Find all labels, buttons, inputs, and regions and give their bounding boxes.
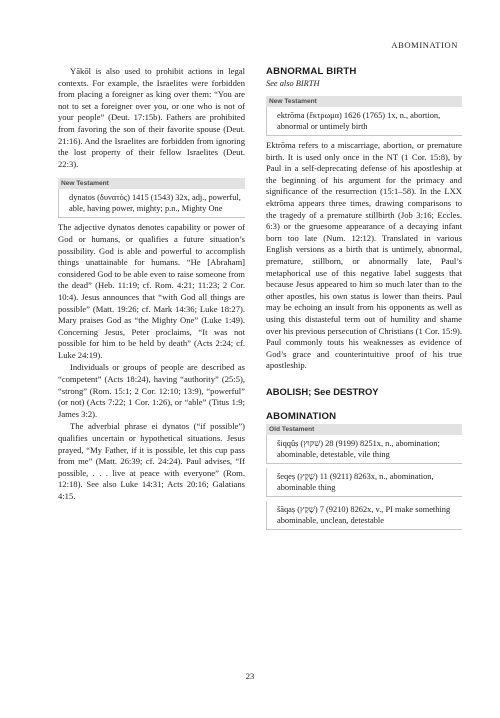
- entry-text: šāqaṣ (שָׁקַץ) 8262 (9210) 7x, v., PI make something abominable, unclean, detestable: [277, 504, 451, 525]
- lexical-entry-shiqquts: [266, 435, 462, 464]
- testament-label-ot: Old Testament: [266, 424, 462, 435]
- testament-label-nt: New Testament: [58, 178, 245, 189]
- paragraph-individuals: Individuals or groups of people are described as “competent” (Acts 18:24), having “authority” (25:5), “strong” (Rom. 15:1; 2 Cor. 12:10; 13:9), “powerful” (or not) (Acts 7:22; 1 Cor. 1:26), or “able” (Titus 1:9; James 3:2).: [58, 362, 245, 419]
- section-heading-abnormal-birth: ABNORMAL BIRTH: [266, 66, 357, 77]
- entry-text: šiqqûṣ (שִׁקּוּץ) 8251 (9199) 28x, n., abomination; abominable, detestable, vile thing: [277, 438, 440, 459]
- paragraph-yakol: Yākōl is also used to prohibit actions in legal contexts. For example, the Israelites were forbidden from placing a foreigner as king over them: “You are not to set a foreigner over you, or one who is not of your people” (Deut. 17:15b). Fathers are prohibited from favoring the son of their favorite spouse (Deut. 21:16). And the Israelites are forbidden from ignoring the lost property of their fellow Israelites (Deut. 22:3).: [58, 66, 245, 169]
- testament-label-nt: New Testament: [266, 96, 462, 107]
- entry-text: ektrōma (ἔκτρωμα) 1626 (1765) 1x, n., abortion, abnormal or untimely birth: [277, 111, 441, 131]
- paragraph-ei-dynatos: The adverbial phrase ei dynatos (“if possible”) qualifies uncertain or hypothetical situations. Jesus prayed, “My Father, if it is possible, let this cup pass from me” (Matt. 26:39; cf. 24:24). Paul advises, “If possible, . . . live at peace with everyone” (Rom. 12:18). See also Luke 14:31; Acts 20:16; Galatians 4:15.: [58, 421, 245, 501]
- lexical-entry-sheqets: [266, 468, 462, 497]
- page-number: 23: [245, 671, 255, 681]
- lexical-entry-shaqats: [266, 501, 462, 530]
- entry-text: šeqeṣ (שֶׁקֶץ) 8263 (9211) 11x, n., abomination, abominable thing: [277, 471, 434, 492]
- cross-reference-abolish: ABOLISH; See DESTROY: [266, 385, 379, 397]
- lexical-entry-dynatos: [58, 189, 245, 218]
- see-also-reference: See also BIRTH: [266, 79, 320, 88]
- paragraph-ektroma: Ektrōma refers to a miscarriage, abortion, or premature birth. It is used only once in the NT (1 Cor. 15:8), by Paul in a self-deprecating defense of his apostleship at the beginning of his argument for the primacy and significance of the resurrection (15:1–58). In the LXX ektrōma appears three times, drawing comparisons to the tragedy of a premature stillbirth (Job 3:16; Eccles. 6:3) or the gruesome appearance of a decaying infant born too late (Num. 12:12). Translated in various English versions as a birth that is untimely, abnormal, premature, stillborn, or abnormally late, Paul’s metaphorical use of this negative label suggests that because Jesus appeared to him so much later than to the other apostles, his own status is lower than theirs. Paul may be echoing an insult from his opponents as well as using this distasteful term out of humility and shame over his previous persecution of Christians (1 Cor. 15:9). Paul commonly touts his weaknesses as evidence of God’s grace and counterintuitive proof of his true apostleship.: [266, 140, 462, 371]
- left-column: [58, 66, 245, 503]
- paragraph-dynatos-definition: The adjective dynatos denotes capability or power of God or humans, or qualifies a future situation’s possibility. God is able and powerful to accomplish things unattainable for humans. “He [Abraham] considered God to be able even to raise someone from the dead” (Heb. 11:19; cf. Rom. 4:21; 11:23; 2 Cor. 10:4). Jesus announces that “with God all things are possible” (Matt. 19:26; cf. Mark 14:36; Luke 18:27). Mary praises God as “the Mighty One” (Luke 1:49). Concerning Jesus, Peter proclaims, “It was not possible for him to be held by death” (Acts 2:24; cf. Luke 24:19).: [58, 222, 245, 360]
- section-heading-abomination: ABOMINATION: [266, 410, 337, 422]
- running-head: ABOMINATION: [391, 40, 458, 50]
- right-column: [266, 66, 462, 534]
- lexical-entry-ektroma: [266, 107, 462, 136]
- entry-text: dynatos (δυνατός) 1415 (1543) 32x, adj., powerful, able, having power, mighty; p.n., Mighty One: [69, 193, 241, 214]
